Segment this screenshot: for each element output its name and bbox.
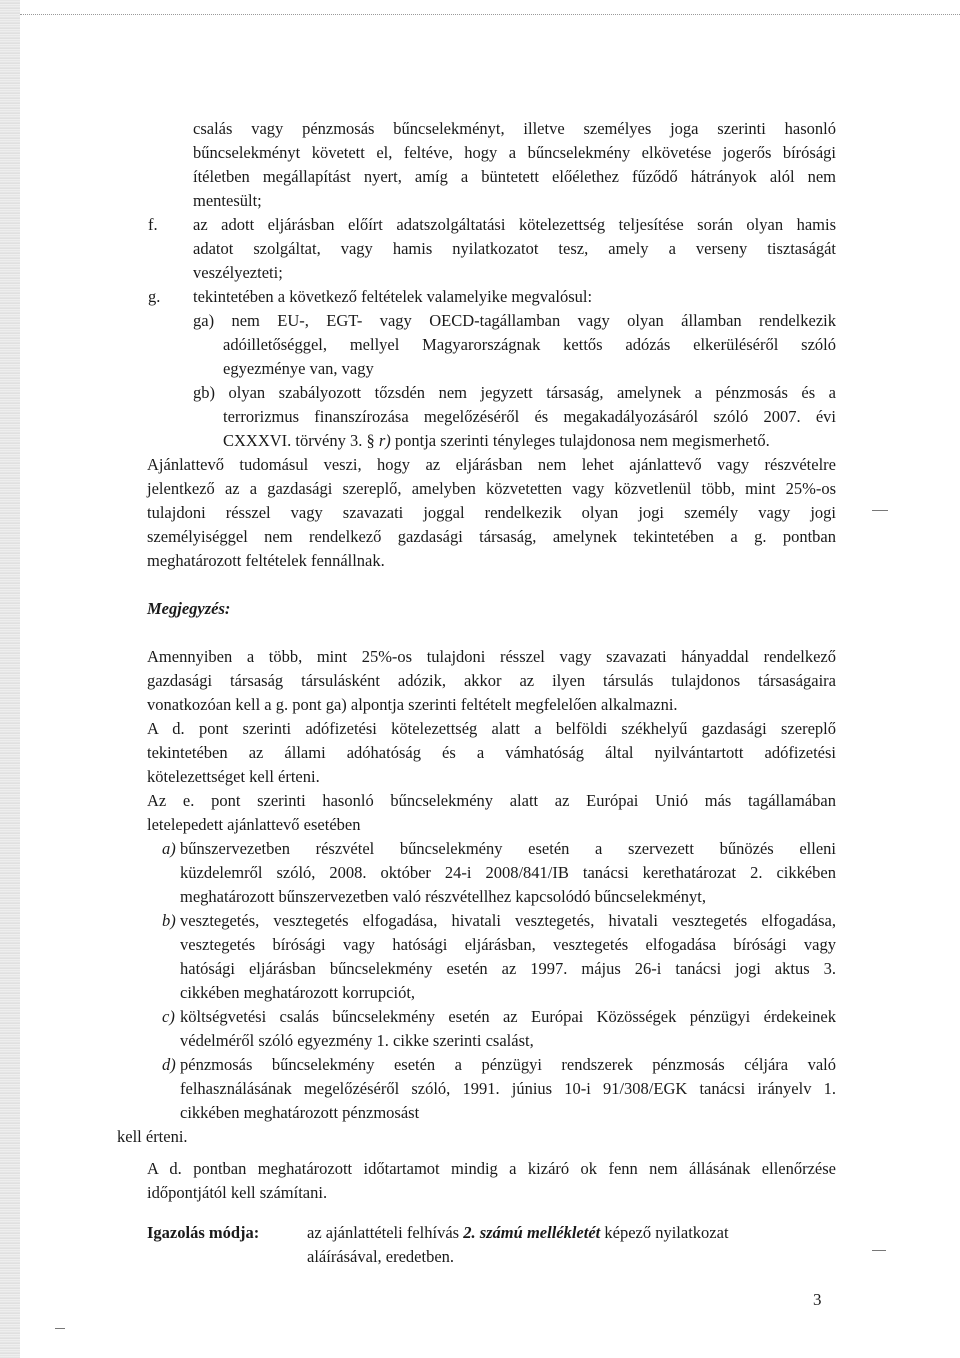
item-f-line-2: adatot szolgáltat, vagy hamis nyilatkozatot tesz, amely a verseny tisztaságát xyxy=(193,239,836,258)
intro-line-2: bűncselekményt követett el, feltéve, hogy a bűncselekmény elkövetése jogerős bírósági xyxy=(193,143,836,162)
sub-d-line-3: cikkében meghatározott pénzmosást xyxy=(180,1103,420,1122)
gb3-part-b: r) xyxy=(378,431,391,450)
sub-a-line-1: bűnszervezetben részvétel bűncselekmény esetén a szervezett bűnözés elleni xyxy=(180,839,836,858)
ad-line-1: A d. pont szerinti adófizetési kötelezettség alatt a belföldi székhelyű gazdasági szereplő xyxy=(147,719,836,738)
item-ga-line-1: ga) nem EU-, EGT- vagy OECD-tagállamban vagy olyan államban rendelkezik xyxy=(193,311,836,330)
item-g-marker: g. xyxy=(148,287,161,306)
amennyiben-line-2: gazdasági társaság társulásként adózik, akkor az ilyen társulás tulajdonos társaságaira xyxy=(147,671,836,690)
item-f-marker: f. xyxy=(148,215,158,234)
scan-top-border xyxy=(20,14,960,15)
intro-line-3: ítéletben megállapítást nyert, amíg a büntetett előélethez fűződő hátrányok alól nem xyxy=(193,167,836,186)
sub-b-line-2: vesztegetés bírósági vagy hatósági eljárásban, vesztegetés elfogadása bírósági vagy xyxy=(180,935,836,954)
scan-mark xyxy=(872,1250,886,1251)
sub-c-line-2: védelméről szóló egyezmény 1. cikke szerinti csalást, xyxy=(180,1031,534,1050)
sub-d-marker: d) xyxy=(162,1055,176,1074)
igazolas-part-a: az ajánlattételi felhívás xyxy=(307,1223,464,1242)
idotartam-line-2: időpontjától kell számítani. xyxy=(147,1183,328,1202)
item-ga-line-3: egyezménye van, vagy xyxy=(223,359,374,378)
sub-c-line-1: költségvetési csalás bűncselekmény esetén az Európai Közösségek pénzügyi érdekeinek xyxy=(180,1007,836,1026)
igazolas-label: Igazolás módja: xyxy=(147,1223,260,1242)
sub-b-marker: b) xyxy=(162,911,176,930)
sub-a-line-2: küzdelemről szóló, 2008. október 24-i 2008/841/IB tanácsi kerethatározat 2. cikkében xyxy=(180,863,836,882)
item-gb-line-3 xyxy=(223,429,770,453)
sub-a-marker: a) xyxy=(162,839,176,858)
ajanlattevo-line-5: meghatározott feltételek fennállnak. xyxy=(147,551,385,570)
ad-line-2: tekintetében az állami adóhatóság és a vámhatóság által nyilvántartott adófizetési xyxy=(147,743,836,762)
intro-line-1: csalás vagy pénzmosás bűncselekményt, illetve személyes joga szerinti hasonló xyxy=(193,119,836,138)
item-gb-line-1: gb) olyan szabályozott tőzsdén nem jegyzett társaság, amelynek a pénzmosás és a xyxy=(193,383,836,402)
kell-erteni: kell érteni. xyxy=(117,1127,188,1146)
sub-b-line-1: vesztegetés, vesztegetés elfogadása, hivatali vesztegetés, hivatali vesztegetés elfogadása, xyxy=(180,911,836,930)
item-g-line-1: tekintetében a következő feltételek valamelyike megvalósul: xyxy=(193,287,593,306)
scan-edge-artifact xyxy=(0,0,20,1358)
ajanlattevo-line-1: Ajánlattevő tudomásul veszi, hogy az eljárásban nem lehet ajánlattevő vagy részvételre xyxy=(147,455,836,474)
igazolas-line-1 xyxy=(307,1221,729,1245)
sub-d-line-2: felhasználásának megelőzéséről szóló, 1991. június 10-i 91/308/EGK tanácsi irányelv 1. xyxy=(180,1079,836,1098)
amennyiben-line-1: Amennyiben a több, mint 25%-os tulajdoni résszel vagy szavazati hányaddal rendelkező xyxy=(147,647,836,666)
scan-mark xyxy=(872,510,888,511)
intro-line-4: mentesült; xyxy=(193,191,262,210)
item-f-line-1: az adott eljárásban előírt adatszolgáltatási kötelezettség teljesítése során olyan hamis xyxy=(193,215,836,234)
item-f-line-3: veszélyezteti; xyxy=(193,263,283,282)
item-gb-line-2: terrorizmus finanszírozása megelőzéséről és megakadályozásáról szóló 2007. évi xyxy=(223,407,836,426)
gb3-part-c: pontja szerinti tényleges tulajdonosa nem megismerhető. xyxy=(390,431,770,450)
igazolas-line-2: aláírásával, eredetben. xyxy=(307,1247,455,1266)
aze-line-1: Az e. pont szerinti hasonló bűncselekmény alatt az Európai Unió más tagállamában xyxy=(147,791,836,810)
sub-b-line-3: hatósági eljárásban bűncselekmény esetén az 1997. május 26-i tanácsi jogi aktus 3. xyxy=(180,959,836,978)
page-number: 3 xyxy=(813,1290,822,1309)
igazolas-part-c: képező nyilatkozat xyxy=(600,1223,729,1242)
sub-c-marker: c) xyxy=(162,1007,175,1026)
ad-line-3: kötelezettséget kell érteni. xyxy=(147,767,320,786)
gb3-part-a: CXXXVI. törvény 3. § xyxy=(223,431,379,450)
idotartam-line-1: A d. pontban meghatározott időtartamot mindig a kizáró ok fenn nem állásának ellenőrzése xyxy=(147,1159,836,1178)
item-ga-line-2: adóilletőséggel, mellyel Magyarországnak kettős adózás elkerüléséről szóló xyxy=(223,335,836,354)
note-heading: Megjegyzés: xyxy=(147,599,231,618)
ajanlattevo-line-4: személyiséggel nem rendelkező gazdasági társaság, amelynek tekintetében a g. pontban xyxy=(147,527,836,546)
amennyiben-line-3: vonatkozóan kell a g. pont ga) alpontja szerinti feltételt megfelelően alkalmazni. xyxy=(147,695,678,714)
sub-d-line-1: pénzmosás bűncselekmény esetén a pénzügyi rendszerek pénzmosás céljára való xyxy=(180,1055,836,1074)
aze-line-2: letelepedett ajánlattevő esetében xyxy=(147,815,361,834)
igazolas-part-b: 2. számú mellékletét xyxy=(463,1223,601,1242)
sub-b-line-4: cikkében meghatározott korrupciót, xyxy=(180,983,416,1002)
scan-mark xyxy=(55,1328,65,1329)
ajanlattevo-line-2: jelentkező az a gazdasági szereplő, amelyben közvetetten vagy közvetlenül több, mint 25%-os xyxy=(147,479,836,498)
ajanlattevo-line-3: tulajdoni résszel vagy szavazati joggal rendelkezik olyan jogi személy vagy jogi xyxy=(147,503,836,522)
sub-a-line-3: meghatározott bűnszervezetben való részvétellhez kapcsolódó bűncselekményt, xyxy=(180,887,706,906)
